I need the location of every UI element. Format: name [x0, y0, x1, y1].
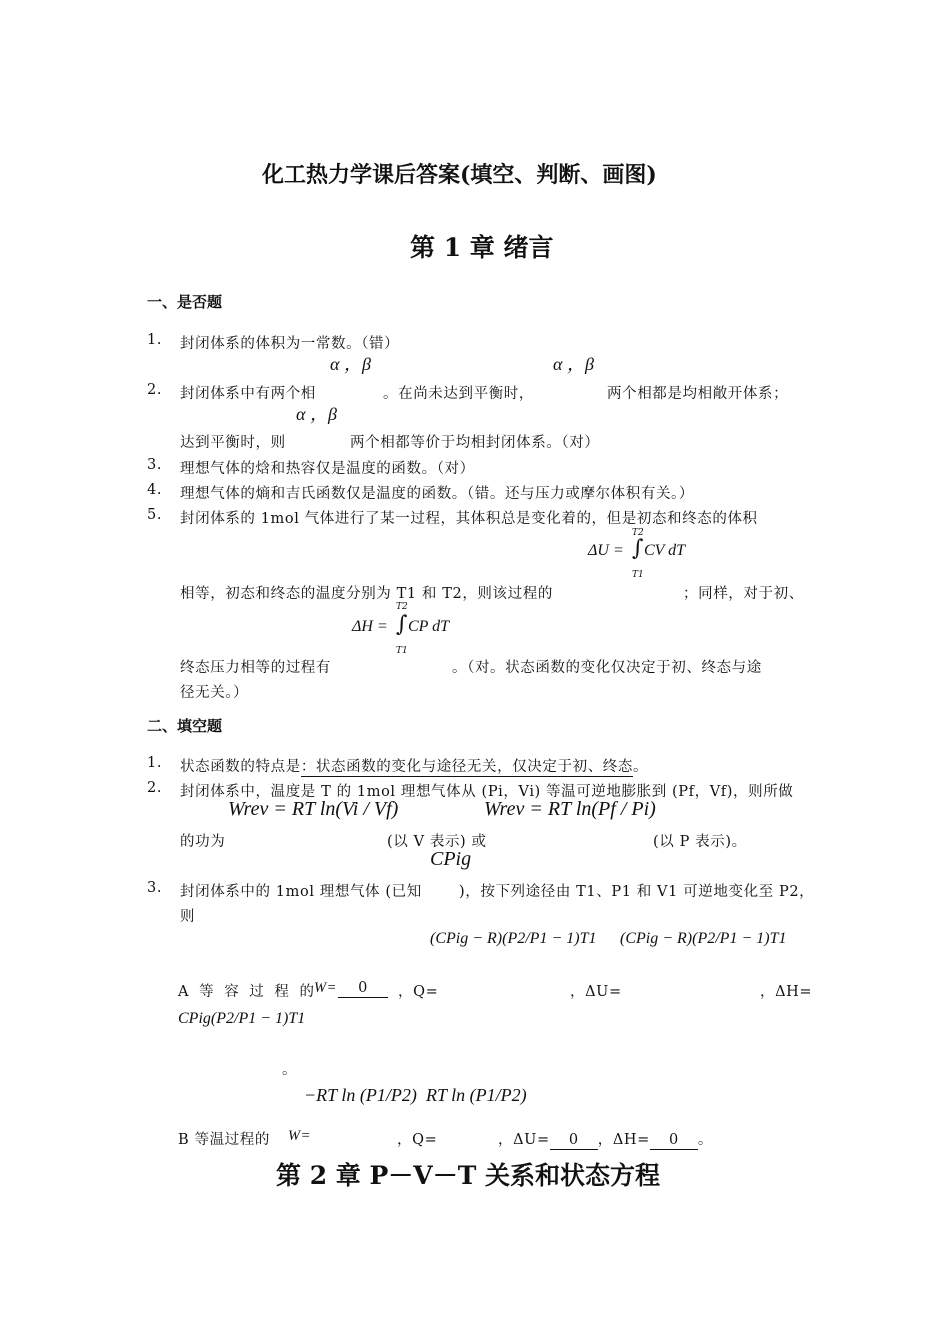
- q2-line1-a: 封闭体系中有两个相: [180, 386, 316, 402]
- f3-a-du-label: ，ΔU=: [570, 984, 622, 1000]
- q5-line3-a: 终态压力相等的过程有: [180, 660, 331, 676]
- f3-a-q-label: ，Q=: [398, 984, 439, 1000]
- f3-b-du: [498, 1128, 713, 1150]
- f3-a-q-formula: (CPig − R)(P2/P1 − 1)T1: [430, 930, 597, 947]
- q5-number: 5.: [147, 507, 163, 523]
- f3-number: 3.: [147, 880, 163, 896]
- q5-line4: 径无关。）: [180, 685, 249, 701]
- f2-formula-pressure: Wrev = RT ln(Pf / Pi): [484, 798, 656, 820]
- q2-line1-c: 两个相都是均相敞开体系；: [607, 386, 789, 402]
- f3-line1-b: )，按下列途径由 T1、P1 和 V1 可逆地变化至 P2，: [459, 884, 815, 900]
- f3-a-w-value: 0: [338, 981, 388, 998]
- f3-b-dh-value: 0: [650, 1133, 698, 1150]
- q2-math-alpha-beta-3: α ，β: [296, 404, 337, 424]
- f3-b-q-formula: RT ln (P1/P2): [426, 1085, 527, 1105]
- f3-a-label: A 等 容 过 程 的: [178, 984, 318, 1000]
- f2-line2-b: (以 V 表示) 或: [387, 834, 487, 850]
- q4-number: 4.: [147, 482, 163, 498]
- f1-suffix: 。: [633, 759, 649, 775]
- q3-text: 理想气体的焓和热容仅是温度的函数。（对）: [180, 461, 475, 477]
- f3-b-label: B 等温过程的: [178, 1132, 270, 1148]
- q2-line2-b: 两个相都等价于均相封闭体系。（对）: [350, 435, 600, 451]
- f1-prefix: 状态函数的特点是: [180, 759, 301, 775]
- f3-cp-ig: CPig: [430, 848, 472, 870]
- f3-line2: 则: [180, 909, 196, 925]
- q1-text: 封闭体系的体积为一常数。（错）: [180, 336, 400, 352]
- f2-number: 2.: [147, 780, 163, 796]
- section-true-false-heading: 一、是否题: [147, 293, 223, 311]
- q5-line3-b: 。（对。状态函数的变化仅决定于初、终态与途: [452, 660, 762, 676]
- chapter-1-heading: 第 1 章 绪言: [410, 233, 554, 262]
- f1-number: 1.: [147, 755, 163, 771]
- f3-b-du-value: 0: [550, 1133, 598, 1150]
- f3-a-dh-label: ，ΔH=: [760, 984, 813, 1000]
- f2-line2-a: 的功为: [180, 834, 226, 850]
- f3-a-w-blank: [338, 980, 388, 998]
- document-title: 化工热力学课后答案(填空、判断、画图): [262, 162, 657, 188]
- q5-line2-a: 相等，初态和终态的温度分别为 T1 和 T2，则该过程的: [180, 586, 553, 602]
- q2-math-alpha-beta-2: α ，β: [553, 354, 594, 374]
- f2-line1: 封闭体系中，温度是 T 的 1mol 理想气体从 (Pi，Vi) 等温可逆地膨胀到 (Pf，Vf)，则所做: [180, 784, 794, 800]
- f3-a-w-label: W=: [314, 980, 338, 996]
- f3-a-du-formula: (CPig − R)(P2/P1 − 1)T1: [620, 930, 787, 947]
- f3-line1-a: 封闭体系中的 1mol 理想气体 (已知: [180, 884, 422, 900]
- f3-b-end: 。: [697, 1132, 714, 1148]
- chapter-2-heading: 第 2 章 P－V－T 关系和状态方程: [276, 1161, 661, 1190]
- f1-answer: ：状态函数的变化与途径无关，仅决定于初、终态: [300, 759, 634, 775]
- q2-math-alpha-beta-1: α ，β: [330, 354, 371, 374]
- f3-b-du-label: ，ΔU=: [498, 1132, 550, 1148]
- q5-formula-delta-h: T2 ΔH = ∫ CP dT T1: [352, 602, 450, 656]
- f2-formula-volume: Wrev = RT ln(Vi / Vf): [228, 798, 399, 820]
- f3-b-dh-label: ，ΔH=: [597, 1132, 650, 1148]
- f1-text: [180, 755, 648, 777]
- f3-b-w-label: W=: [288, 1128, 312, 1144]
- q4-text: 理想气体的熵和吉氏函数仅是温度的函数。（错。还与压力或摩尔体积有关。）: [180, 486, 694, 502]
- q5-line2-b: ；同样，对于初、: [683, 586, 804, 602]
- q1-number: 1.: [147, 332, 163, 348]
- q2-line1-b: 。在尚未达到平衡时，: [383, 386, 534, 402]
- f3-a-dh-formula: CPig(P2/P1 − 1)T1: [178, 1010, 306, 1027]
- q2-line2-a: 达到平衡时，则: [180, 435, 286, 451]
- f2-line2-c: (以 P 表示)。: [653, 834, 747, 850]
- q5-formula-delta-u: T2 ΔU = ∫ CV dT T1: [588, 528, 686, 580]
- q5-line1: 封闭体系的 1mol 气体进行了某一过程，其体积总是变化着的，但是初态和终态的体积: [180, 511, 758, 527]
- f3-b-w-formula: −RT ln (P1/P2): [304, 1085, 417, 1105]
- q2-number: 2.: [147, 382, 163, 398]
- f3-a-period: 。: [282, 1062, 298, 1078]
- f3-b-q-label: ，Q=: [397, 1132, 438, 1148]
- section-fill-blank-heading: 二、填空题: [147, 717, 223, 735]
- q3-number: 3.: [147, 457, 163, 473]
